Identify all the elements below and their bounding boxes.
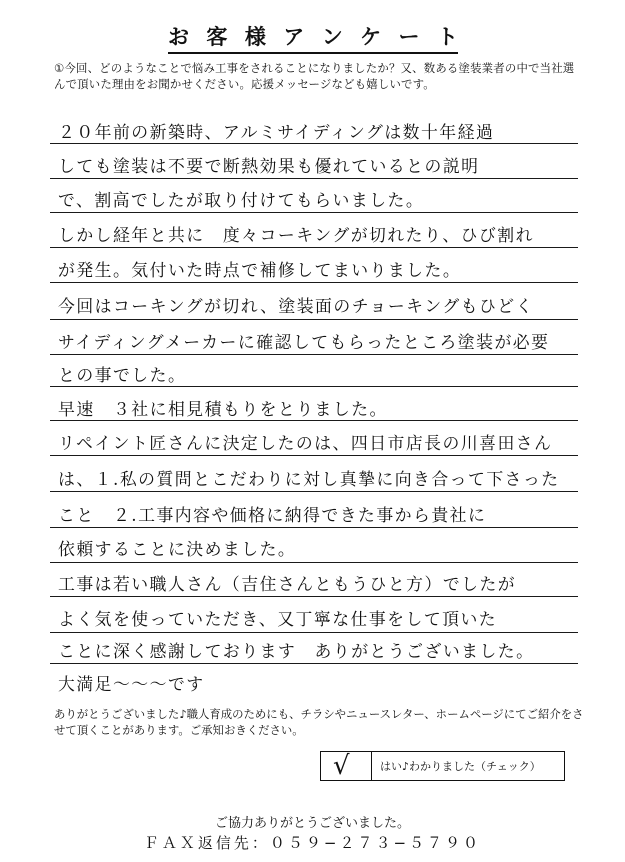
answer-line-text: ２０年前の新築時、アルミサイディングは数十年経過 <box>58 123 495 143</box>
title-char: ア <box>283 25 305 49</box>
ruled-line <box>50 247 578 248</box>
title-char: ー <box>398 25 420 49</box>
ruled-line <box>50 596 578 597</box>
ruled-line <box>50 420 578 421</box>
answer-line-text: 大満足〜〜〜です <box>58 675 205 695</box>
ruled-line <box>50 455 578 456</box>
answer-line-text: との事でした。 <box>58 366 187 386</box>
thanks-text: ご協力ありがとうございました。 <box>214 816 410 831</box>
answer-line-text: 早速 ３社に相見積もりをとりました。 <box>58 400 388 420</box>
title-char: ケ <box>360 25 382 49</box>
fax-number: ＦＡＸ返信先：０５９−２７３−５７９０ <box>143 834 482 852</box>
title-char: ト <box>436 25 458 49</box>
checkmark-icon: √ <box>333 751 350 781</box>
answer-line-text: しかし経年と共に 度々コーキングが切れたり、ひび割れ <box>58 226 534 246</box>
consent-checkbox[interactable] <box>321 752 372 780</box>
ruled-line <box>50 562 578 563</box>
ruled-line <box>50 354 578 355</box>
answer-line-text: 今回はコーキングが切れ、塗装面のチョーキングもひどく <box>58 297 534 317</box>
ruled-line <box>50 178 578 179</box>
title-char: 客 <box>206 25 228 49</box>
ruled-line <box>50 319 578 320</box>
answer-line-text: ことに深く感謝しております ありがとうございました。 <box>58 642 535 662</box>
answer-line-text: こと ２.工事内容や価格に納得できた事から貴社に <box>58 506 487 526</box>
answer-line-text: が発生。気付いた時点で補修してまいりました。 <box>58 261 462 281</box>
answer-line-text: は、１.私の質問とこだわりに対し真摯に向き合って下さった <box>58 470 560 490</box>
answer-line-text: サイディングメーカーに確認してもらったところ塗装が必要 <box>58 333 550 353</box>
answer-line-text: で、割高でしたが取り付けてもらいました。 <box>58 191 425 211</box>
answer-line-text: よく気を使っていただき、又丁寧な仕事をして頂いた <box>58 610 498 630</box>
ruled-line <box>50 663 578 664</box>
ruled-line <box>50 212 578 213</box>
ruled-line <box>50 632 578 633</box>
ruled-line <box>50 491 578 492</box>
answer-line-text: 依頼することに決めました。 <box>58 540 297 560</box>
answer-line-text: リペイント匠さんに決定したのは、四日市店長の川喜田さん <box>58 434 553 454</box>
consent-checkbox-row[interactable] <box>320 751 565 781</box>
question-text: ①今回、どのようなことで悩み工事をされることになりましたか？又、数ある塗装業者の中で当社選んで頂いた理由をお聞かせください。応援メッセージなども嬉しいです。 <box>54 61 575 91</box>
answer-line-text: しても塗装は不要で断熱効果も優れているとの説明 <box>58 157 480 177</box>
ruled-line <box>50 527 578 528</box>
consent-checkbox-label: はい♪わかりました（チェック） <box>380 760 541 773</box>
title-char: 様 <box>244 25 266 49</box>
title-char: お <box>168 25 189 49</box>
ruled-line <box>50 386 578 387</box>
ruled-line <box>50 282 578 283</box>
answer-line-text: 工事は若い職人さん（吉住さんともうひと方）でしたが <box>58 575 517 595</box>
consent-message: ありがとうございました♪職人育成のためにも、チラシやニュースレター、ホームページにてご紹介をさせて頂くことがあります。ご承知おきください。 <box>54 707 584 737</box>
title-char: ン <box>321 25 343 49</box>
ruled-line <box>50 143 578 144</box>
